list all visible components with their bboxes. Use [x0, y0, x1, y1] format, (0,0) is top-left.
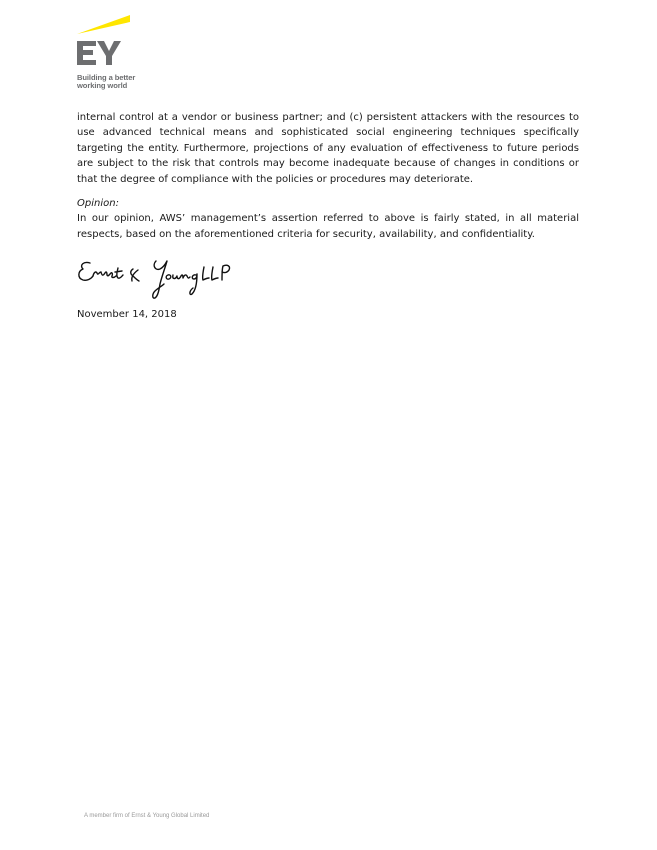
report-body	[77, 110, 579, 242]
opinion-paragraph: In our opinion, AWS’ management’s assertion referred to above is fairly stated, in all material respects, based on the aforementioned criteria for security, availability, and confidentiality.	[77, 213, 579, 240]
report-date: November 14, 2018	[77, 309, 177, 320]
opinion-heading: Opinion:	[77, 198, 119, 210]
logo-tagline	[77, 74, 135, 90]
signature	[76, 254, 246, 304]
footer-note: A member firm of Ernst & Young Global Limited	[84, 813, 210, 819]
ey-logo-mark	[76, 14, 166, 74]
ey-logo	[76, 14, 166, 94]
ey-letter-e	[77, 41, 96, 65]
logo-tagline-line-2: working world	[77, 81, 128, 90]
signature-image	[76, 254, 246, 304]
logo-tagline-line-1: Building a better	[77, 73, 136, 82]
limitations-paragraph: internal control at a vendor or business partner; and (c) persistent attackers with the resources to use advanced technical means and sophisticated social engineering techniques specifically targeting the entity. Furthermore, projections of any evaluation of effectiveness to future periods are subject to the risk that controls may become inadequate because of changes in conditions or that the degree of compliance with the policies or procedures may deteriorate.	[77, 112, 579, 185]
ey-letter-y	[97, 41, 121, 65]
ey-beam	[77, 15, 130, 34]
